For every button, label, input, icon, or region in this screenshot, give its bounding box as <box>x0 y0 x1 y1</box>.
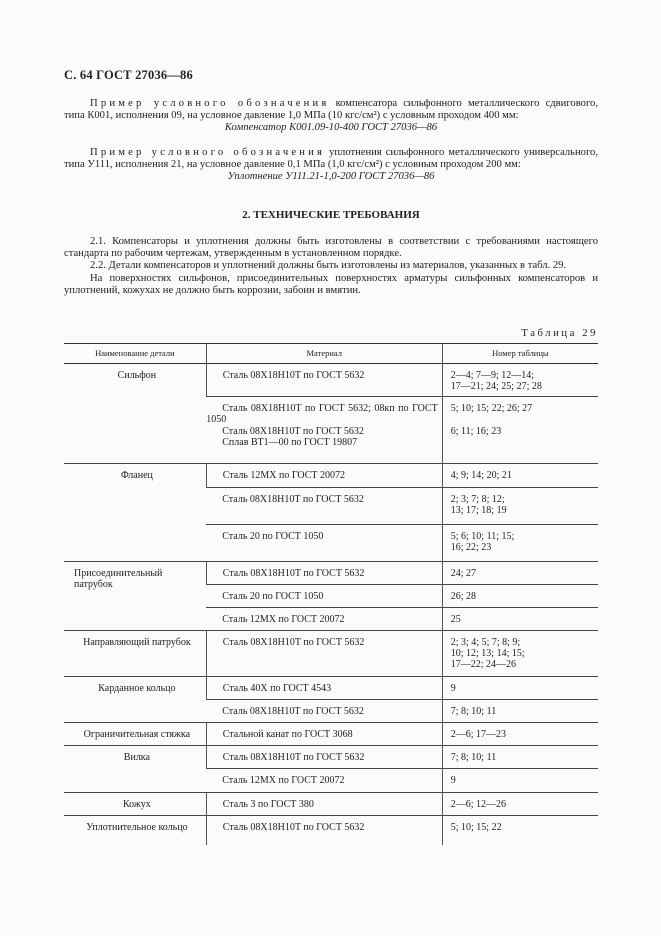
column-header-material: Материал <box>206 344 442 364</box>
material-cell: Сталь 08Х18Н10Т по ГОСТ 5632 <box>206 561 442 584</box>
table-row <box>64 676 598 699</box>
table-label: Таблица 29 <box>521 328 598 339</box>
example-lead: Пример условного обозначения <box>90 98 330 109</box>
material-cell: Сталь 20 по ГОСТ 1050 <box>206 524 442 561</box>
material-cell: Сталь 08Х18Н10Т по ГОСТ 5632; 08кп по ГОСТ 1050 <box>206 397 442 426</box>
table-number-cell: 25 <box>442 607 598 630</box>
table-row <box>64 463 598 487</box>
table-number-cell: 9 <box>442 676 598 699</box>
designation-example-1 <box>64 98 598 135</box>
part-name: Ограничительная стяжка <box>64 722 206 745</box>
table-row <box>64 561 598 584</box>
example-lead: Пример условного обозначения <box>90 147 326 158</box>
material-cell: Сталь 08Х18Н10Т по ГОСТ 5632 Сплав ВТ1—00 по ГОСТ 19807 <box>222 426 364 448</box>
part-name: Присоединительный патрубок <box>64 561 206 630</box>
designation-formula: Уплотнение У111.21-1,0-200 ГОСТ 27036—86 <box>227 171 435 183</box>
material-cell: Сталь 12МХ по ГОСТ 20072 <box>206 607 442 630</box>
table-number-cell: 2—6; 17—23 <box>442 722 598 745</box>
table-number-cell: 2; 3; 7; 8; 12; 13; 17; 18; 19 <box>442 487 598 524</box>
paragraph-2-1: 2.1. Компенсаторы и уплотнения должны быть изготовлены в соответствии с требованиями настоящего стандарта по рабочим чертежам, утвержденным в установленном порядке. <box>64 236 598 260</box>
material-cell: Сталь 20 по ГОСТ 1050 <box>206 584 442 607</box>
table-number-cell: 24; 27 <box>442 561 598 584</box>
table-row <box>64 364 598 397</box>
part-name: Фланец <box>64 463 206 561</box>
material-cell: Сталь 08Х18Н10Т по ГОСТ 5632 <box>206 815 442 845</box>
material-cell: Сталь 08Х18Н10Т по ГОСТ 5632 <box>206 745 442 768</box>
table-number-cell: 7; 8; 10; 11 <box>442 699 598 722</box>
part-name: Кожух <box>64 792 206 815</box>
table-header-row <box>64 344 598 364</box>
designation-formula: Компенсатор К001.09-10-400 ГОСТ 27036—86 <box>224 122 438 134</box>
table-number-cell: 5; 6; 10; 11; 15; 16; 22; 23 <box>442 524 598 561</box>
column-header-table-number: Номер таблицы <box>442 344 598 364</box>
paragraph-surfaces: На поверхностях сильфонов, присоединительных поверхностях арматуры сильфонных компенсаторов и уплотнений, кожухах не должно быть коррозии, забоин и вмятин. <box>64 272 598 296</box>
part-name: Уплотнительное кольцо <box>64 815 206 845</box>
material-cell: Сталь 3 по ГОСТ 380 <box>206 792 442 815</box>
part-name: Вилка <box>64 745 206 792</box>
material-cell: Сталь 12МХ по ГОСТ 20072 <box>206 463 442 487</box>
material-cell: Сталь 40Х по ГОСТ 4543 <box>206 676 442 699</box>
table-number-cell: 5; 10; 15; 22 <box>442 815 598 845</box>
part-name: Карданное кольцо <box>64 676 206 722</box>
table-number-cell: 9 <box>442 768 598 792</box>
requirements-text <box>64 236 598 297</box>
material-cell: Сталь 08Х18Н10Т по ГОСТ 5632 <box>206 630 442 676</box>
table-row <box>64 792 598 815</box>
table-row <box>64 815 598 845</box>
material-cell: Сталь 12МХ по ГОСТ 20072 <box>206 768 442 792</box>
table-row <box>64 745 598 768</box>
table-number-cell: 5; 10; 15; 22; 26; 27 <box>442 397 598 426</box>
table-number-cell: 2—4; 7—9; 12—14; 17—21; 24; 25; 27; 28 <box>442 364 598 397</box>
column-header-part: Наименование детали <box>64 344 206 364</box>
table-number-cell: 6; 11; 16; 23 <box>442 425 598 463</box>
material-cell: Сталь 08Х18Н10Т по ГОСТ 5632 <box>206 364 442 397</box>
part-name: Направляющий патрубок <box>64 630 206 676</box>
table-number-cell: 2—6; 12—26 <box>442 792 598 815</box>
table-number-cell: 4; 9; 14; 20; 21 <box>442 463 598 487</box>
table-row <box>64 630 598 676</box>
table-number-cell: 26; 28 <box>442 584 598 607</box>
paragraph-2-2: 2.2. Детали компенсаторов и уплотнений должны быть изготовлены из материалов, указанных в табл. 29. <box>90 260 567 272</box>
example-text: компенсатора сильфонного металлического сдвигового, типа К001, исполнения 09, на условное давление 1,0 МПа (10 кгс/см²) с условным проходом 400 мм: <box>64 98 598 122</box>
table-number-cell: 7; 8; 10; 11 <box>442 745 598 768</box>
page-header: С. 64 ГОСТ 27036—86 <box>64 68 193 82</box>
designation-example-2 <box>64 147 598 184</box>
material-cell: Сталь 08Х18Н10Т по ГОСТ 5632 <box>206 487 442 524</box>
materials-table <box>64 343 598 845</box>
part-name: Сильфон <box>117 370 157 381</box>
table-number-cell: 2; 3; 4; 5; 7; 8; 9; 10; 12; 13; 14; 15; 17—22; 24—26 <box>442 630 598 676</box>
material-cell: Стальной канат по ГОСТ 3068 <box>206 722 442 745</box>
material-cell: Сталь 08Х18Н10Т по ГОСТ 5632 <box>206 699 442 722</box>
table-row <box>64 722 598 745</box>
section-title: 2. ТЕХНИЧЕСКИЕ ТРЕБОВАНИЯ <box>242 209 420 221</box>
example-text: уплотнения сильфонного металлического универсального, типа У111, исполнения 21, на условное давление 0,1 МПа (1,0 кгс/см²) с условным проходом 200 мм: <box>64 147 598 171</box>
